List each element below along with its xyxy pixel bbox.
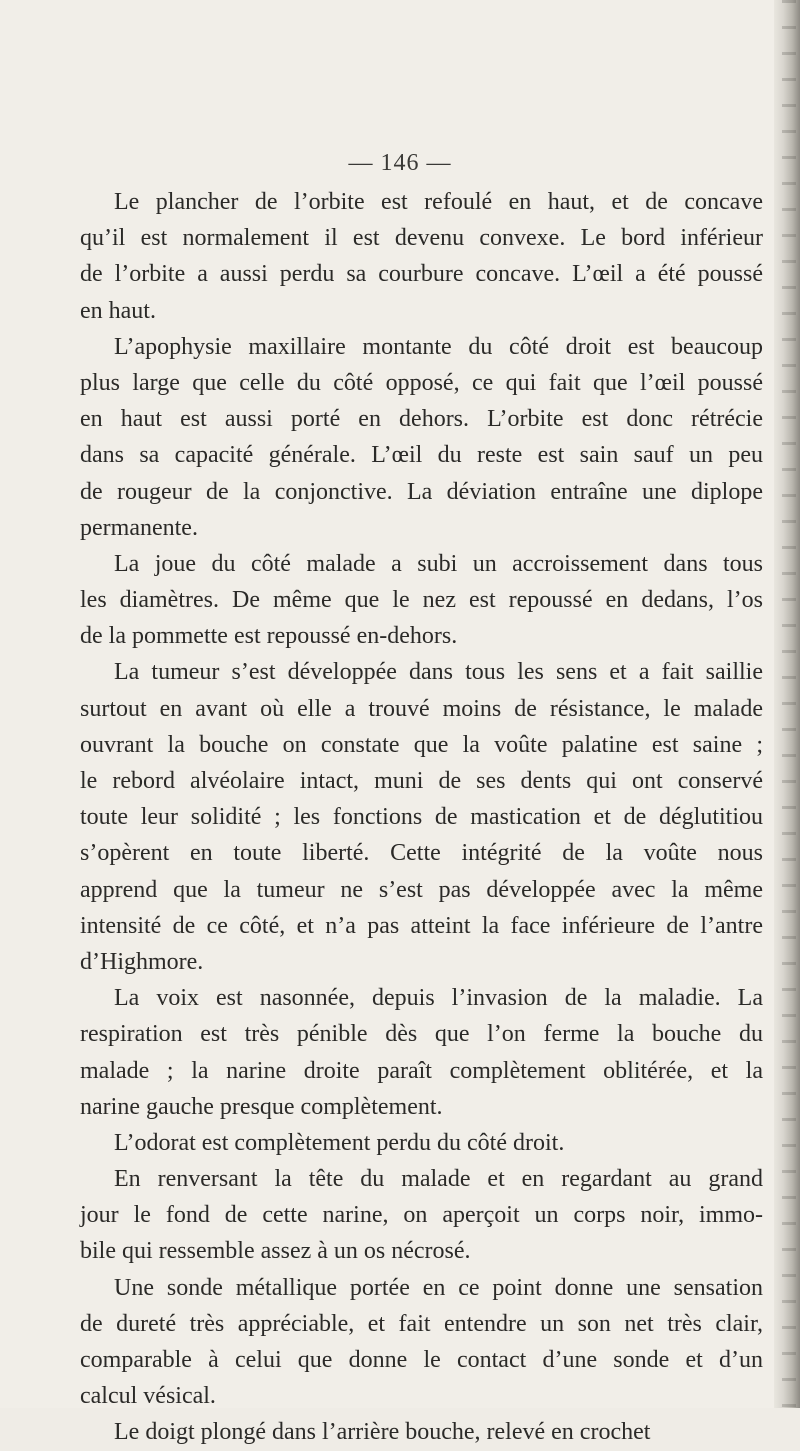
paragraph bbox=[80, 546, 763, 655]
text-line: jour le fond de cette narine, on aperçoit un corps noir, immo- bbox=[80, 1202, 763, 1229]
text-line: de l’orbite a aussi perdu sa courbure concave. L’œil a été poussé bbox=[80, 261, 763, 288]
paragraph bbox=[80, 329, 763, 546]
text-line: en haut. bbox=[80, 297, 156, 324]
text-line: les diamètres. De même que le nez est repoussé en dedans, l’os bbox=[80, 587, 763, 614]
text-line: en haut est aussi porté en dehors. L’orbite est donc rétrécie bbox=[80, 406, 763, 433]
paragraph bbox=[80, 980, 763, 1125]
paragraph bbox=[80, 1125, 763, 1161]
text-line: malade ; la narine droite paraît complètement oblitérée, et la bbox=[80, 1057, 763, 1084]
text-line: s’opèrent en toute liberté. Cette intégrité de la voûte nous bbox=[80, 840, 763, 867]
body-text bbox=[80, 184, 763, 1451]
text-line: L’apophysie maxillaire montante du côté droit est beaucoup bbox=[114, 333, 763, 360]
text-line: de la pommette est repoussé en-dehors. bbox=[80, 623, 458, 650]
text-line: bile qui ressemble assez à un os nécrosé. bbox=[80, 1238, 471, 1265]
text-line: ouvrant la bouche on constate que la voûte palatine est saine ; bbox=[80, 731, 763, 758]
text-line: Le plancher de l’orbite est refoulé en haut, et de concave bbox=[114, 189, 763, 215]
paragraph bbox=[80, 1161, 763, 1270]
paragraph bbox=[80, 654, 763, 980]
text-line: respiration est très pénible dès que l’on ferme la bouche du bbox=[80, 1021, 763, 1048]
text-line: En renversant la tête du malade et en regardant au grand bbox=[114, 1166, 763, 1193]
text-line: qu’il est normalement il est devenu convexe. Le bord inférieur bbox=[80, 225, 763, 252]
paragraph bbox=[80, 1270, 763, 1415]
paragraph bbox=[80, 1414, 763, 1450]
text-line: comparable à celui que donne le contact d’une sonde et d’un bbox=[80, 1347, 763, 1373]
text-line: d’Highmore. bbox=[80, 948, 204, 975]
text-line: dans sa capacité générale. L’œil du reste est sain sauf un peu bbox=[80, 442, 763, 469]
text-line: surtout en avant où elle a trouvé moins de résistance, le malade bbox=[80, 695, 763, 722]
text-line: plus large que celle du côté opposé, ce qui fait que l’œil poussé bbox=[80, 369, 763, 396]
page-number: — 146 — bbox=[348, 150, 452, 176]
text-line: calcul vésical. bbox=[80, 1383, 216, 1410]
text-line: Une sonde métallique portée en ce point donne une sensation bbox=[114, 1274, 763, 1301]
text-line: toute leur solidité ; les fonctions de mastication et de déglutitiou bbox=[80, 804, 763, 831]
text-line: L’odorat est complètement perdu du côté droit. bbox=[114, 1129, 565, 1156]
paragraph bbox=[80, 184, 763, 329]
page-edge-texture bbox=[782, 0, 796, 1408]
text-line: La tumeur s’est développée dans tous les sens et a fait saillie bbox=[114, 659, 763, 686]
text-line: intensité de ce côté, et n’a pas atteint la face inférieure de l’antre bbox=[80, 912, 763, 939]
text-line: le rebord alvéolaire intact, muni de ses dents qui ont conservé bbox=[80, 768, 763, 794]
text-line: de dureté très appréciable, et fait entendre un son net très clair, bbox=[80, 1310, 763, 1337]
text-line: La joue du côté malade a subi un accroissement dans tous bbox=[114, 550, 763, 577]
text-line: narine gauche presque complètement. bbox=[80, 1093, 443, 1120]
text-line: Le doigt plongé dans l’arrière bouche, relevé en crochet bbox=[114, 1419, 651, 1446]
text-line: La voix est nasonnée, depuis l’invasion de la maladie. La bbox=[114, 985, 763, 1012]
text-line: permanente. bbox=[80, 514, 198, 541]
text-line: apprend que la tumeur ne s’est pas développée avec la même bbox=[80, 876, 763, 903]
text-line: de rougeur de la conjonctive. La déviation entraîne une diplope bbox=[80, 478, 763, 505]
